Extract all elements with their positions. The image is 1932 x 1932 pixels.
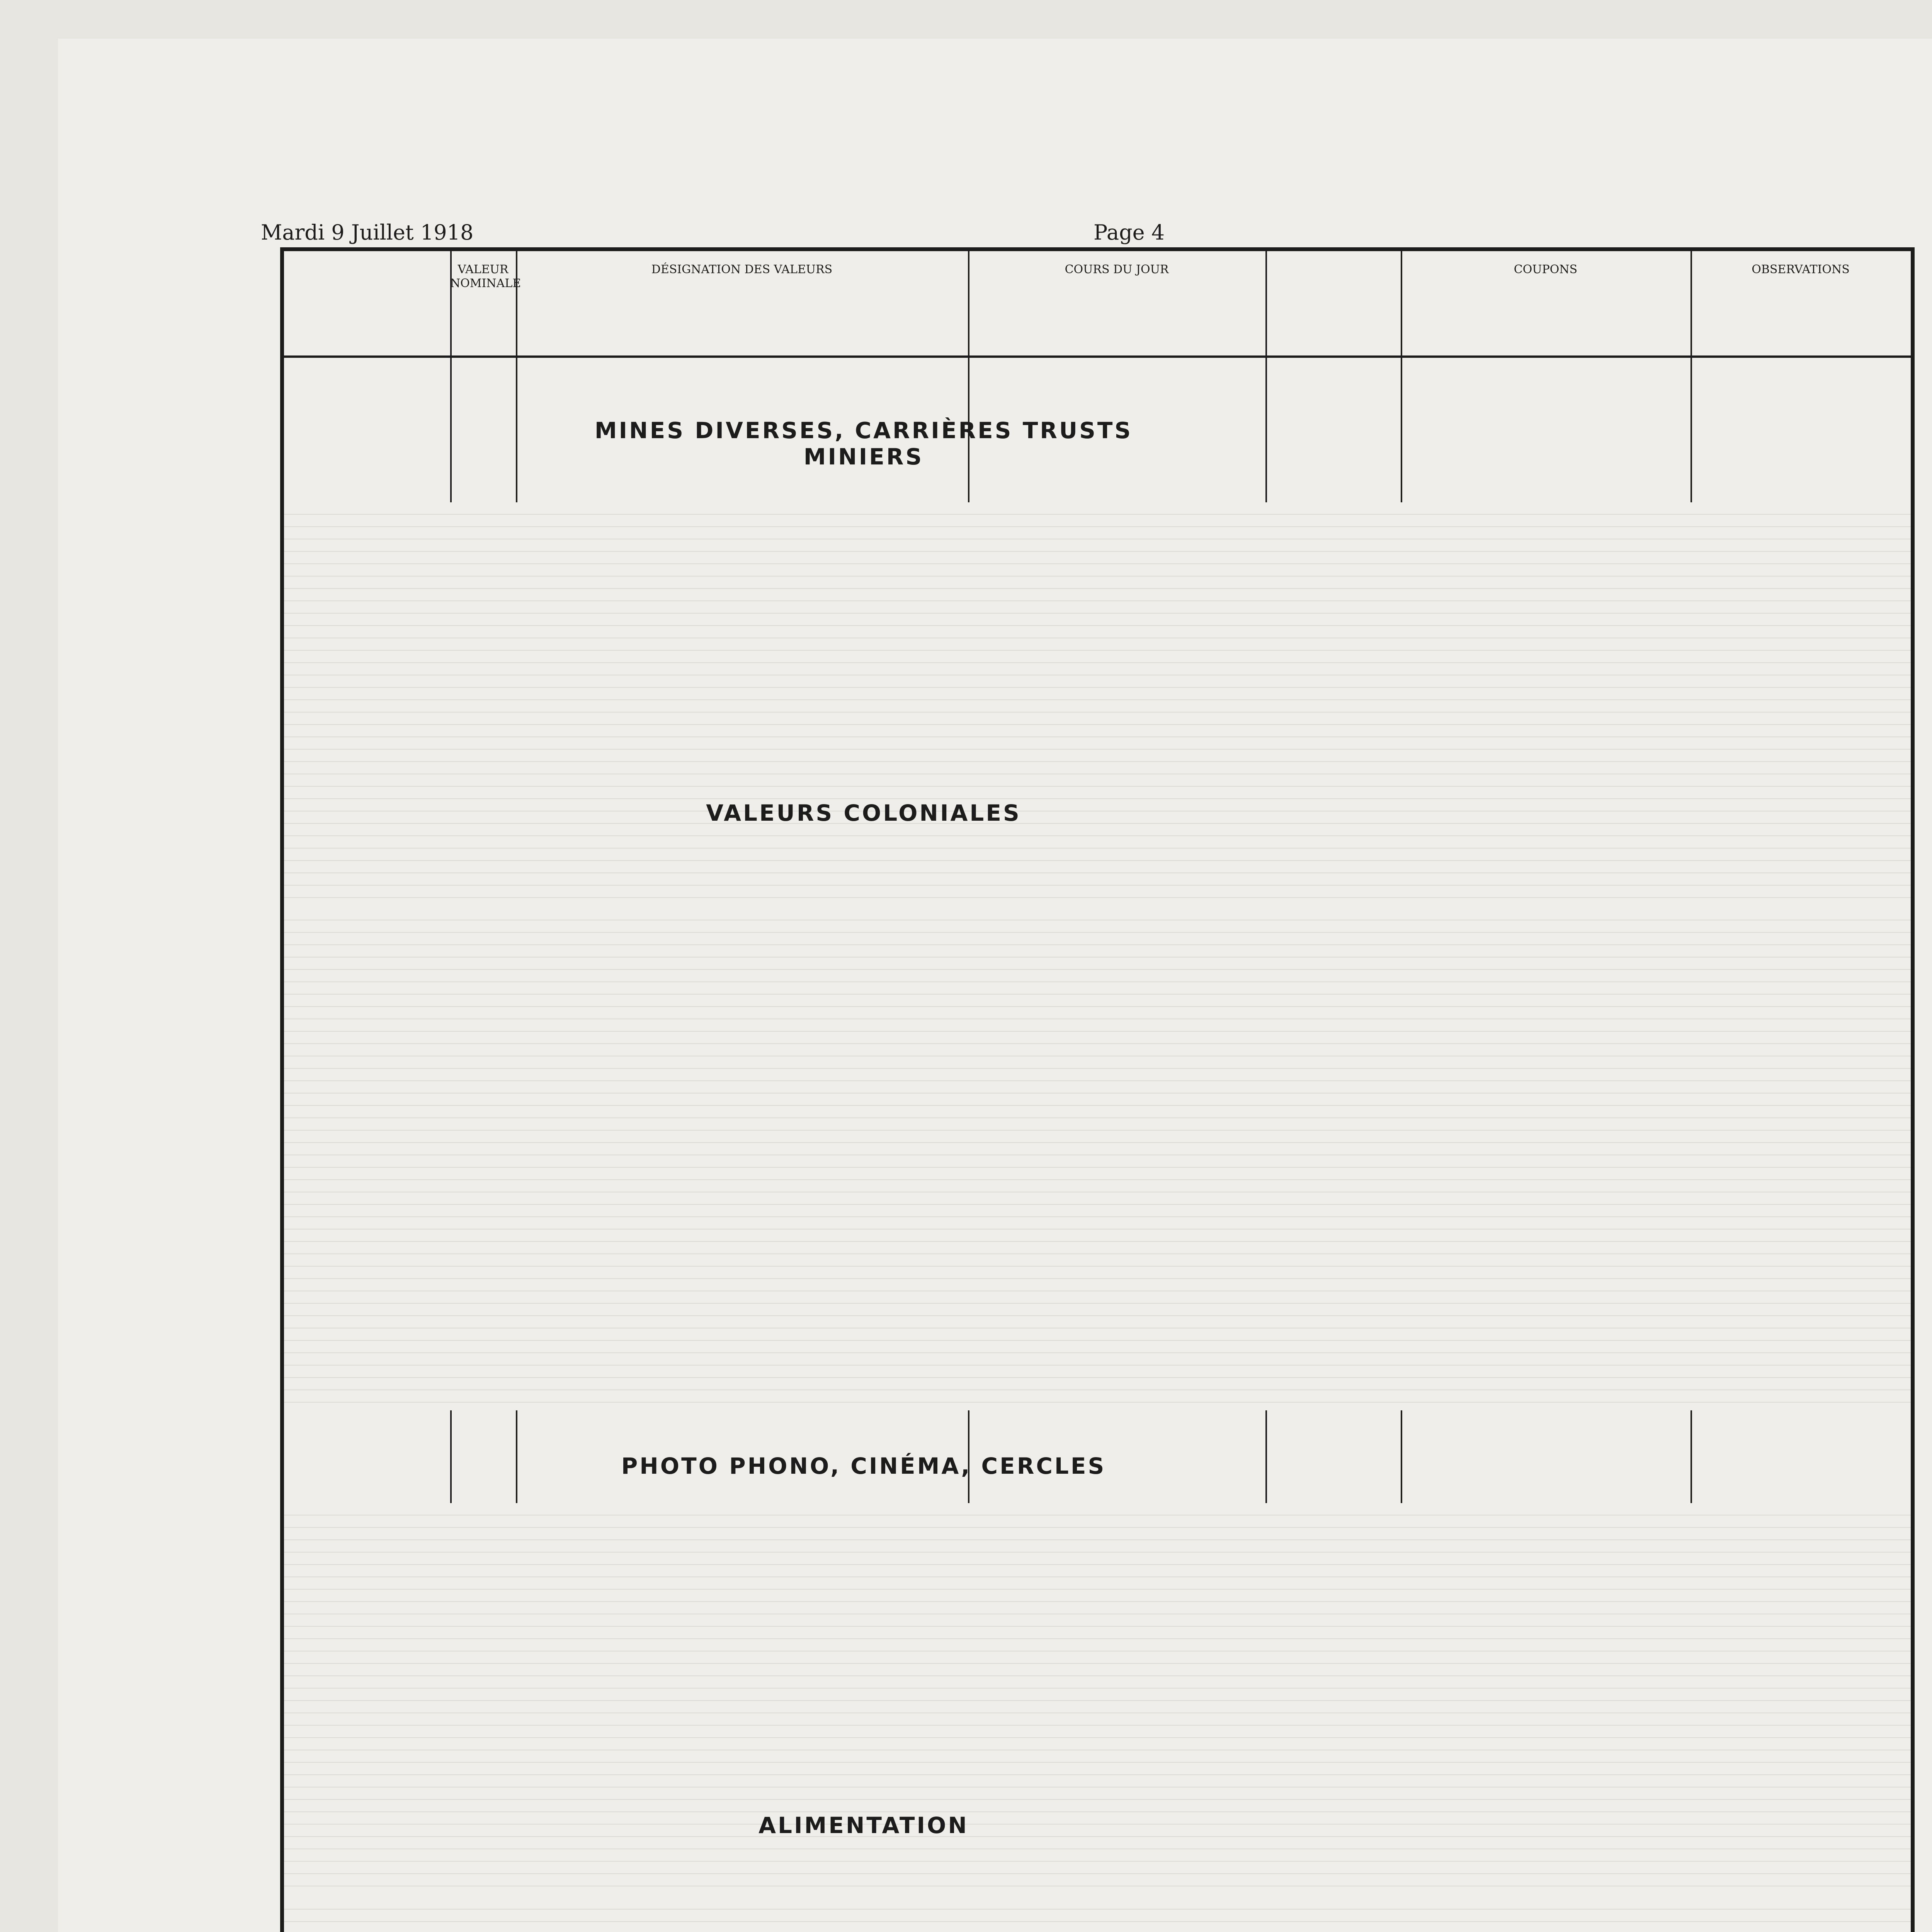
header-valeur: VALEUR NOMINALE xyxy=(450,263,521,290)
listing-table xyxy=(280,247,1915,1932)
header-designation: DÉSIGNATION DES VALEURS xyxy=(651,263,833,276)
listing-rows xyxy=(284,1897,1911,1932)
header-coupons: COUPONS xyxy=(1514,263,1578,276)
header-rule xyxy=(284,355,1911,358)
section-title: ALIMENTATION xyxy=(759,1812,969,1838)
page-number: Page 4 xyxy=(1094,220,1165,245)
newspaper-page xyxy=(58,39,1932,1932)
section-title: MINES DIVERSES, CARRIÈRES TRUSTS MINIERS xyxy=(594,417,1133,470)
listing-rows xyxy=(284,908,1911,1410)
header-observations: OBSERVATIONS xyxy=(1752,263,1850,276)
header-cours-du-jour: COURS DU JOUR xyxy=(1065,263,1169,276)
listing-rows xyxy=(284,1503,1911,1932)
section-title: PHOTO PHONO, CINÉMA, CERCLES xyxy=(621,1453,1106,1479)
page-date: Mardi 9 Juillet 1918 xyxy=(261,220,474,245)
section-title: VALEURS COLONIALES xyxy=(706,800,1021,826)
